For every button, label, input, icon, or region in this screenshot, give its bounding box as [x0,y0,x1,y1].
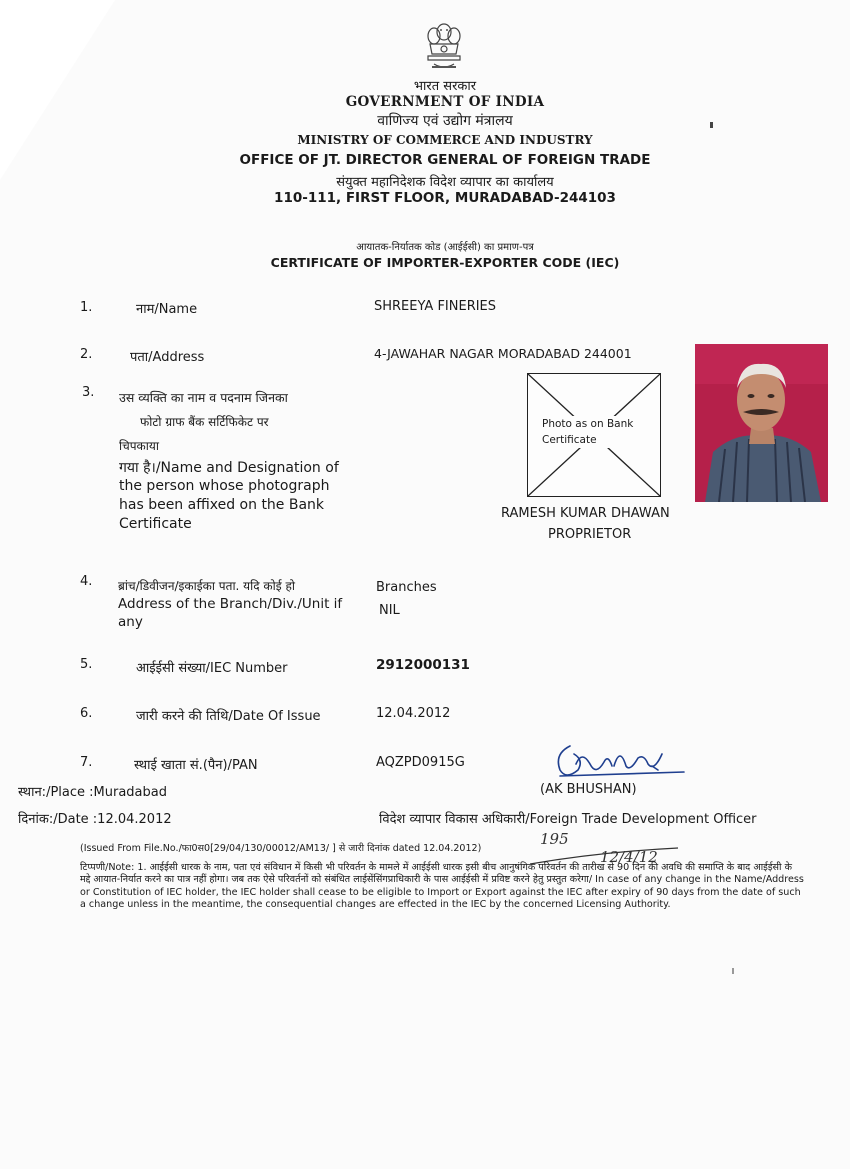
footnote: टिप्पणी/Note: 1. आईईसी धारक के नाम, पता एवं संविधान में किसी भी परिवर्तन के मामले में आईईसी धारक इसी बीच आनुषंगिक परिवर्तन की तारीख से 90 दिन की अवधि की समाप्ति के बाद आईईसी के मद्दे आयात-निर्यात करने का पात्र नहीं होगा। जब तक ऐसे परिवर्तनों को संबंधित लाईसेंसिंगप्राधिकारी के पास आईईसी में प्रविष्ट करने हेतु प्रस्तुत करेगा/ In case of any change in the Name/Address or Constitution of IEC holder, the IEC holder shall cease to be eligible to Import or Export against the IEC after expiry of 90 days from the date of such a change unless in the meantime, the consequential changes are effected in the IEC by the concerned Licensing Authority. [80,862,804,911]
branch-value-line: Branches [376,580,437,595]
photo-caption-line: Photo as on Bank [542,418,634,430]
hindi-office: संयुक्त महानिदेशक विदेश व्यापार का कार्यालय [336,175,554,190]
pan-label: स्थाई खाता सं.(पैन)/PAN [134,758,258,773]
national-emblem-icon [420,20,468,80]
field-number: 4. [80,574,93,589]
certificate-date: दिनांक:/Date :12.04.2012 [18,812,172,827]
field-number: 5. [80,657,93,672]
address-value: 4-JAWAHAR NAGAR MORADABAD 244001 [374,346,632,361]
proprietor-designation: PROPRIETOR [548,527,632,542]
signatory-designation: विदेश व्यापार विकास अधिकारी/Foreign Trade Development Officer [379,812,757,827]
signatory-name: (AK BHUSHAN) [540,782,637,797]
office-name: OFFICE OF JT. DIRECTOR GENERAL OF FOREIGN TRADE [239,152,651,168]
branch-label-line: ब्रांच/डिवीजन/इकाईका पता. यदि कोई हो [118,579,295,593]
photo-caption-line: Certificate [542,434,597,446]
photo-placeholder [527,373,661,497]
office-address: 110-111, FIRST FLOOR, MURADABAD-244103 [274,190,616,206]
name-label: नाम/Name [136,302,198,317]
speck [732,968,734,974]
proprietor-name: RAMESH KUMAR DHAWAN [501,506,670,521]
field-number: 7. [80,755,93,770]
photo-person-label-line: Certificate [119,516,192,532]
pan-value: AQZPD0915G [376,755,465,770]
portrait-icon [695,344,828,502]
photo-person-label-line: the person whose photograph [119,478,330,494]
field-number: 1. [80,300,93,315]
address-label: पता/Address [130,350,205,365]
field-number: 2. [80,347,93,362]
field-number: 6. [80,706,93,721]
officer-signature [548,740,688,788]
place: स्थान:/Place :Muradabad [18,785,167,800]
country-name: GOVERNMENT OF INDIA [345,94,545,110]
branch-label-line: Address of the Branch/Div./Unit if [118,596,343,612]
handwritten-number: 19512/4/12 [540,830,658,866]
photo-person-label-line: चिपकाया [119,439,159,453]
certificate-title: CERTIFICATE OF IMPORTER-EXPORTER CODE (IEC) [270,255,620,270]
photo-person-label-line: has been affixed on the Bank [119,497,325,513]
photo-person-label-line: गया है।/Name and Designation of [119,460,339,476]
photo-person-label-line: फोटो ग्राफ बैंक सर्टिफिकेट पर [140,415,269,429]
date-of-issue-label: जारी करने की तिथि/Date Of Issue [136,709,321,724]
date-of-issue-value: 12.04.2012 [376,706,451,721]
branch-label-line: any [118,614,143,630]
hindi-certificate-title: आयातक-निर्यातक कोड (आईईसी) का प्रमाण-पत्र [356,242,534,253]
branch-value-line: NIL [379,603,400,618]
issued-from-file: (Issued From File.No./फा0स0[29/04/130/00012/AM13/ ] से जारी दिनांक dated 12.04.2012) [80,843,482,854]
field-number: 3. [82,385,95,400]
photo-person-label-line: उस व्यक्ति का नाम व पदनाम जिनका [119,390,288,405]
photo-caption [540,416,635,448]
ministry-name: MINISTRY OF COMMERCE AND INDUSTRY [297,133,593,147]
name-value: SHREEYA FINERIES [374,299,497,314]
proprietor-photo [695,344,828,502]
hindi-ministry: वाणिज्य एवं उद्योग मंत्रालय [377,113,513,129]
speck [710,122,713,128]
iec-number-label: आईईसी संख्या/IEC Number [136,661,288,676]
iec-number-value: 2912000131 [376,657,470,673]
hindi-country: भारत सरकार [413,79,477,94]
